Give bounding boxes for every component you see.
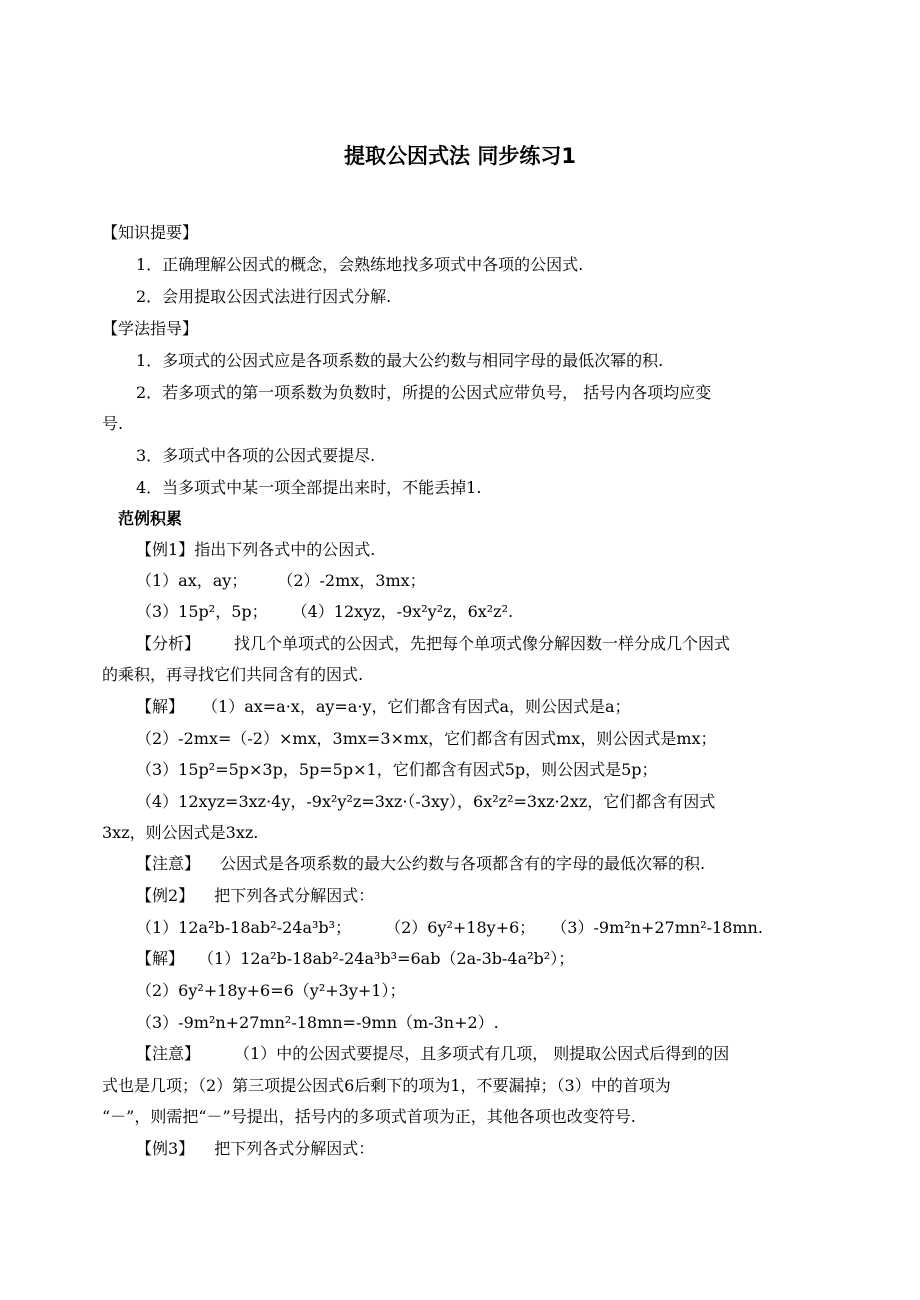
example-2-solution-1 <box>136 948 574 970</box>
example-2-text: 把下列各式分解因式： <box>214 886 375 905</box>
example-1-item-2: （2）-2mx，3mx； <box>277 571 426 590</box>
example-2-note-cont-2: “－”，则需把“－”号提出，括号内的多项式首项为正，其他各项也改变符号. <box>102 1107 636 1126</box>
note-text: （1）中的公因式要提尽，且多项式有几项， 则提取公因式后得到的因 <box>234 1044 730 1063</box>
example-1-solution-3: （3）15p²=5p×3p，5p=5p×1，它们都含有因式5p，则公因式是5p； <box>136 760 658 779</box>
analysis-text: 找几个单项式的公因式，先把每个单项式像分解因数一样分成几个因式 <box>234 634 731 653</box>
solution-label: 【解】 <box>136 697 185 716</box>
example-1-label: 【例1】 <box>136 540 195 559</box>
example-1-item-4: （4）12xyz，-9x²y²z，6x²z². <box>291 602 514 621</box>
example-1-heading <box>136 539 375 561</box>
example-2-items <box>136 917 763 939</box>
guidance-point-3: 3．多项式中各项的公因式要提尽. <box>136 446 376 465</box>
example-2-item-3: （3）-9m²n+27mn²-18mn. <box>551 918 763 937</box>
page-title: 提取公因式法 同步练习1 <box>344 144 576 168</box>
example-1-item-3: （3）15p²，5p； <box>136 602 268 621</box>
note-label: 【注意】 <box>136 1044 201 1063</box>
solution-label: 【解】 <box>136 949 185 968</box>
example-1-analysis <box>136 633 730 655</box>
guidance-point-2-cont: 号. <box>102 414 124 433</box>
example-1-solution-4-cont: 3xz，则公因式是3xz. <box>102 823 259 842</box>
guidance-point-2: 2．若多项式的第一项系数为负数时，所提的公因式应带负号， 括号内各项均应变 <box>136 383 712 402</box>
guidance-point-1: 1．多项式的公因式应是各项系数的最大公约数与相同字母的最低次幂的积. <box>136 351 664 370</box>
example-2-item-1: （1）12a²b-18ab²-24a³b³； <box>136 918 352 937</box>
example-1-item-1: （1）ax，ay； <box>136 571 248 590</box>
example-1-items-row1 <box>136 570 426 592</box>
section-heading-knowledge: 【知识提要】 <box>102 223 199 242</box>
section-heading-guidance: 【学法指导】 <box>102 319 199 338</box>
example-3-text: 把下列各式分解因式： <box>214 1139 375 1158</box>
example-1-solution-4: （4）12xyz=3xz·4y，-9x²y²z=3xz·（-3xy），6x²z²=3xz·2xz，它们都含有因式 <box>136 792 716 811</box>
note-label: 【注意】 <box>136 854 201 873</box>
solution-text-1: （1）ax=a·x，ay=a·y，它们都含有因式a，则公因式是a； <box>202 697 631 716</box>
section-heading-examples: 范例积累 <box>118 509 183 528</box>
knowledge-point-2: 2．会用提取公因式法进行因式分解. <box>136 287 392 306</box>
example-1-note <box>136 853 705 875</box>
example-2-label: 【例2】 <box>136 886 195 905</box>
note-text: 公因式是各项系数的最大公约数与各项都含有的字母的最低次幂的积. <box>220 854 706 873</box>
example-1-solution-2: （2）-2mx=（-2）×mx，3mx=3×mx，它们都含有因式mx，则公因式是mx； <box>136 729 717 748</box>
example-2-note <box>136 1043 729 1065</box>
example-2-solution-3: （3）-9m²n+27mn²-18mn=-9mn（m-3n+2）. <box>136 1013 499 1032</box>
example-1-text: 指出下列各式中的公因式. <box>194 540 376 559</box>
example-2-solution-2: （2）6y²+18y+6=6（y²+3y+1）； <box>136 981 406 1000</box>
example-1-items-row2 <box>136 601 513 623</box>
knowledge-point-1: 1．正确理解公因式的概念，会熟练地找多项式中各项的公因式. <box>136 255 584 274</box>
guidance-point-4: 4．当多项式中某一项全部提出来时，不能丢掉1. <box>136 478 482 497</box>
example-1-solution-1 <box>136 696 631 718</box>
example-3-heading <box>136 1138 374 1160</box>
example-2-item-2: （2）6y²+18y+6； <box>385 918 536 937</box>
example-2-note-cont-1: 式也是几项；（2）第三项提公因式6后剩下的项为1，不要漏掉；（3）中的首项为 <box>102 1076 671 1095</box>
example-2-heading <box>136 885 374 907</box>
example-1-analysis-cont: 的乘积，再寻找它们共同含有的因式. <box>102 665 364 684</box>
example-3-label: 【例3】 <box>136 1139 195 1158</box>
analysis-label: 【分析】 <box>136 634 201 653</box>
solution-text-1: （1）12a²b-18ab²-24a³b³=6ab（2a-3b-4a²b²）； <box>198 949 575 968</box>
